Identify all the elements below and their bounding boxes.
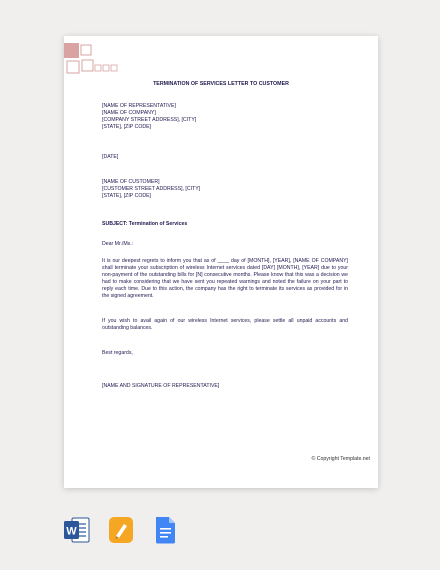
body-paragraph-2: If you wish to avail again of our wireless Internet services, please settle all unpaid accounts and outstanding balances. [102, 318, 348, 331]
sender-line: [NAME OF REPRESENTATIVE] [102, 103, 176, 109]
salutation: Dear Mr./Ms.: [102, 241, 134, 247]
body-paragraph-1: It is our deepest regrets to inform you that as of ____ day of [MONTH], [YEAR], [NAME OF COMPANY] shall terminate your subscription of wireless Internet services dated [DAY] [MONTH], [YEAR] due to your non-payment of the outstanding bills for [N] consecutive months. Please know that this was a decision we had to make considering that we have sent you repeated warnings and noted the failure on your part to reply each time. Due to this action, the company has the right to terminate its services as provided for in the signed agreement. [102, 258, 348, 299]
sender-line: [NAME OF COMPANY] [102, 110, 156, 116]
closing: Best regards, [102, 350, 133, 356]
copyright-text: © Copyright Template.net [311, 456, 370, 462]
signature: [NAME AND SIGNATURE OF REPRESENTATIVE] [102, 383, 220, 389]
pages-icon[interactable] [107, 515, 135, 545]
app-icons [63, 515, 179, 545]
recipient-line: [STATE], [ZIP CODE] [102, 193, 151, 199]
letter-subject: SUBJECT: Termination of Services [102, 221, 188, 227]
word-icon[interactable] [63, 515, 91, 545]
recipient-line: [CUSTOMER STREET ADDRESS], [CITY] [102, 186, 201, 192]
document-title: TERMINATION OF SERVICES LETTER TO CUSTOMER [153, 81, 289, 87]
sender-line: [COMPANY STREET ADDRESS], [CITY] [102, 117, 197, 123]
svg-text:W: W [66, 525, 77, 538]
sender-line: [STATE], [ZIP CODE] [102, 124, 151, 130]
recipient-line: [NAME OF CUSTOMER] [102, 179, 160, 185]
document-page [64, 36, 378, 488]
decorative-squares [64, 36, 124, 86]
sender-address [102, 103, 348, 131]
recipient-address [102, 179, 348, 200]
google-docs-icon[interactable] [151, 515, 179, 545]
letter-date: [DATE] [102, 154, 119, 160]
